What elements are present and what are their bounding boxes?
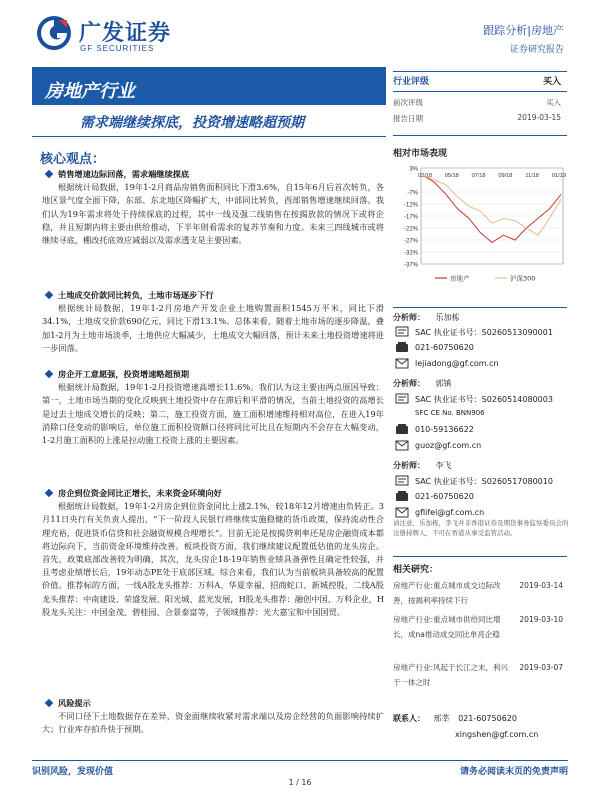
logo-text-cn: 广发证券 [79,21,172,46]
section-investment [42,368,384,447]
analyst-phone: 021-60750620 [415,343,474,352]
related-research-text: 房地产行业:重点城市成交边际改善，按揭利率持续下行 [393,581,501,605]
related-research-item[interactable] [393,578,569,608]
section-heading: 销售增速边际回落，需求端继续探底 [58,168,384,181]
contact-block [393,713,569,739]
industry-title: 房地产行业 [45,81,135,102]
relative-performance-chart [395,160,567,290]
section-land [42,289,384,355]
rating-label: 行业评级 [393,77,430,87]
report-type: 跟踪分析|房地产 [483,24,564,37]
prev-rating-value: 买入 [546,98,561,107]
related-research-text: 房地产行业:重点城市供给同比增长，成na推动成交同比单亮企稳 [393,615,501,639]
relative-performance-title: 相对市场表现 [393,149,448,159]
report-date-value: 2019-03-15 [517,113,561,122]
x-tick-label: 01/19 [552,173,566,179]
analyst-phone: 010-59136622 [415,425,474,434]
analyst-phone: 021-60750620 [415,492,474,501]
report-date-label: 报告日期 [393,114,423,123]
report-subtype: 证券研究报告 [509,45,564,55]
rating-header [393,74,567,88]
contact-label: 联系人： [393,714,425,723]
analyst-sac: SAC 执业证书号：S0260513090001 [415,328,553,337]
prev-rating-row [393,97,567,108]
company-logo [35,14,215,56]
email-icon [395,507,409,518]
footer-disclaimer: 请务必阅读末页的免责声明 [459,767,568,777]
analyst-sfc: SFC CE No. BNN906 [415,409,485,417]
analyst-email[interactable]: gflifei@gf.com.cn [415,508,485,517]
analyst-sac: SAC 执业证书号：S0260517080010 [415,477,553,486]
phone-icon [395,491,409,502]
analyst-disclaimer: 请注意，乐加栋，李飞并非香港证券及期货事务监察委员会的注册持牌人，不可在香港从事受监管活动。 [393,519,569,537]
contact-phone: 021-60750620 [458,714,517,723]
phone-icon [395,424,409,435]
legend-label: 沪深300 [510,274,536,283]
footer-divider [32,760,568,761]
y-tick-label: -32% [403,250,418,257]
related-research-item[interactable] [393,660,569,690]
certificate-icon [395,326,409,337]
legend-label: 房地产 [450,274,470,283]
section-body: 根据统计局数据，19年1-2月房企到位资金同比上涨2.1%，较18年12月增速由负转正。3月11日央行有关负责人提出，“下一阶段人民银行将继续实施稳健的货币政策，保持流动性合理充裕，促进货币信贷和社会融资规模合理增长”。目前无论是按揭贷利率还是房企融资成本都将边际向下，当前资金环境维持改善。板块投资方面，我们继续建议配置低估值的龙头房企。首先，政策底部改善较为明确，其次，龙头房企18-19年销售业绩具备弹性且确定性较强，并且考虑业绩增长后，19年动态PE处于底部区域。综合来看，我们认为当前板块具备较高的配置价值。推荐标的方面，一线A股龙头推荐：万科A、华夏幸福、招商蛇口、新城控股，二线A股龙头推荐：中南建设、荣盛发展、阳光城、蓝光发展，H股龙头推荐：融创中国、万科企业，H股龙头关注：中国金茂、碧桂园、合景泰富等，子领域推荐：光大嘉宝和中国国贸。 [42,501,384,617]
section-body: 根据统计局数据，19年1-2月投资增速高增长11.6%。我们认为这主要由两点原因导致：第一，土地市场当期的变化反映到土地投资中存在滞后和平滑的情况，当前土地投资的高增长是过去土地成交增长的反映；第二，施工投资方面，施工面积增速维持相对高位，在进入19年消除口径变动的影响后，单位施工面积投资额口径将同比可比且在短期内不会存在大幅变动，1-2月施工面积的上涨是拉动施工投资上涨的主要因素。 [42,382,384,446]
y-tick-label: -22% [403,226,418,233]
report-headline: 需求端继续探底，投资增速略超预期 [80,115,304,131]
email-icon [395,440,409,451]
related-research-date: 2019-03-14 [519,581,563,590]
section-heading: 土地成交价款同比转负，土地市场逐步下行 [58,289,384,302]
contact-row [393,713,569,724]
related-research-item[interactable] [393,612,569,642]
analyst-name: 李飞 [435,461,452,470]
analyst-name: 乐加栋 [435,313,460,322]
email-icon [395,358,409,369]
report-date-row [393,113,567,124]
analyst-email[interactable]: guoz@gf.com.cn [415,441,482,450]
x-tick-label: 03/18 [418,173,432,179]
section-body: 不同口径下土地数据存在差异，资金面继续收紧对需求端以及房企经营的负面影响持续扩大；行业库存拍升快于预期。 [42,711,384,735]
analyst-row [393,312,460,323]
section-heading: 房企到位资金同比正增长，未来资金环境向好 [58,487,384,500]
section-risk [42,697,384,737]
analyst-row [393,460,452,471]
certificate-icon [395,475,409,486]
section-funding [42,487,384,619]
series-line [423,175,561,235]
rating-top-line [393,71,567,72]
analyst-role: 分析师： [393,461,425,470]
rating-divider [393,91,567,92]
page-number: 1 / 16 [288,778,312,787]
related-research-text: 房地产行业:风起于长江之末，利兴于一体之时 [393,663,509,687]
related-research-date: 2019-03-07 [519,663,563,672]
y-tick-label: -12% [403,202,418,209]
section-body: 根据统计局数据，19年1-2月房地产开发企业土地购置面积1545万平米，同比下滑34.1%，土地成交价款690亿元，同比下滑13.1%。总体来看，随着土地市场的逐步降温，叠加1-2月为土地市场淡季，土地供应大幅减少，土地成交大幅回落，预计未来土地投资增速将进一步回落。 [42,303,384,353]
section-body: 根据统计局数据，19年1-2月商品房销售面积同比下滑3.6%，自15年6月后首次转负，各地区景气度全面下降，东部、东北地区降幅扩大，中部同比转负，西部销售增速继续回落。我们认为19年需求将处于持续探底的过程，其中一线及强二线销售在按揭放款的情况下或将企稳，并且短期内将主要由供给推动，下半年则看需求的复苏节奏和力度。未来三四线城市或将继续寻底，棚改托底效应减弱以及需求透支是主要因素。 [42,182,384,246]
prev-rating-label: 前次评级 [393,98,423,107]
section-sales [42,168,384,247]
y-tick-label: -7% [407,190,418,197]
related-research-title: 相关研究： [393,565,439,575]
y-tick-label: -37% [403,262,418,269]
x-tick-label: 11/18 [525,173,539,179]
x-tick-label: 05/18 [444,173,459,179]
contact-email[interactable]: xingshen@gf.com.cn [455,730,539,739]
x-tick-label: 07/18 [471,173,486,179]
contact-name: 邢莘 [433,714,450,723]
analyst-role: 分析师： [393,379,425,388]
related-research-date: 2019-03-10 [519,615,563,624]
section-heading: 风险提示 [58,697,384,710]
x-tick-label: 09/18 [498,173,513,179]
section-heading: 房企开工意愿强，投资增速略超预期 [58,368,384,381]
title-divider [32,136,386,137]
analyst-row [393,378,452,389]
rating-value: 买入 [542,77,561,87]
y-tick-label: 3% [409,166,418,173]
analyst-top-line [393,307,567,308]
core-views-label: 核心观点： [40,152,106,167]
analyst-sac: SAC 执业证书号：S0260514080003 [415,395,553,404]
y-tick-label: -17% [403,214,418,221]
rating-bottom-line [393,135,567,136]
analyst-name: 郭镇 [435,379,452,388]
analyst-role: 分析师： [393,313,425,322]
certificate-icon [395,393,409,404]
footer-slogan: 识别风险，发现价值 [32,767,114,777]
gf-logo-icon [35,14,73,52]
y-tick-label: -27% [403,238,418,245]
phone-icon [395,342,409,353]
analyst-email[interactable]: lejiadong@gf.com.cn [415,359,499,368]
related-top-line [393,556,567,557]
logo-text-en: GF SECURITIES [80,44,155,53]
